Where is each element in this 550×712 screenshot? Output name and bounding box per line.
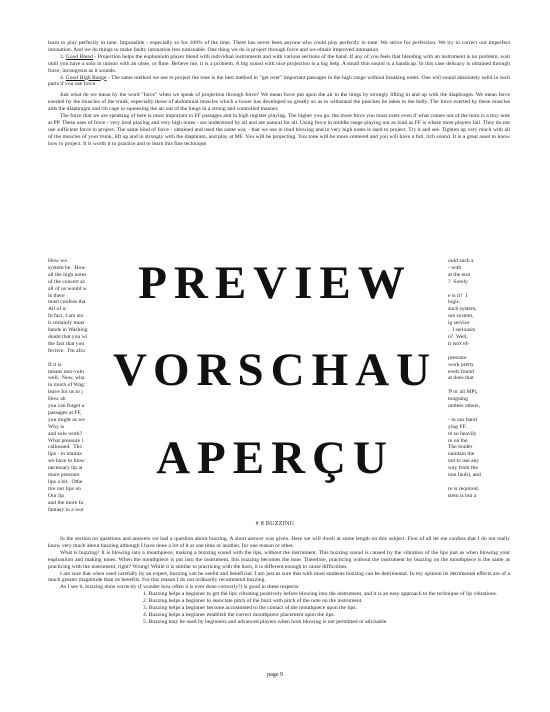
text-fragment-line: non fault), and [448, 472, 481, 479]
list-item: 1. Buzzing helps a beginner to get the lips vibrating positively before blowing into the instrument, and it is an easy approach to the technique of lip vibrations. [143, 591, 498, 598]
text-fragment-line: bands in Washing [48, 327, 88, 334]
text-fragment-line: - with [448, 264, 462, 271]
text-fragment-line: Our lip [48, 492, 65, 499]
text-fragment-line: necessary lip ai [48, 465, 83, 472]
page-number: page 9 [267, 672, 283, 678]
list-item: 3. Buzzing helps a beginner become accustomed to the contact of the mouthpiece upon the lips. [143, 605, 357, 612]
list-item: 4. Buzzing helps a beginner establish the correct mouthpiece placement upon the lips. [143, 611, 335, 618]
text-fragment-line: tonguing [448, 396, 468, 403]
text-fragment-line: . I seriously [448, 327, 476, 334]
item-heading-good-high-range: Good High Range [65, 74, 107, 81]
item-body-good-blend: - Projection helps the euphonium player blend with individual instruments and with various sections of the band. If any of you feels that blending with an instrument is no problem, wait until you have a solo in unison with an oboe, or flute. Believe me, it is a problem. A big sound with nice projection is a big help. A small thin sound is a handicap. In this case delicacy is obtained through force, incongrous as it sounds. [48, 53, 510, 74]
text-fragment-line: you can forget a [48, 403, 85, 410]
text-fragment-line: means non-volu [48, 368, 84, 375]
watermark-preview: PREVIEW [138, 257, 412, 309]
paragraph-what-is-buzzing: What is buzzing? It is blowing into a mouthpiece, making a buzzing sound with the lips, without the instrument. This buzzing sound is caused by the vibration of the lips just as when blowing your euphonium and making tones. When the mouthpiece is put into the instrument, this buzzing becomes the tone. Therefore, practicing without the instrument by buzzing on the mouthpiece is the same as practicing with the instrument, right? Wrong! While it is similar to practicing with the horn, it is different enough to cause difficulties. [48, 549, 510, 570]
text-fragment-line: re so heavily [448, 430, 477, 437]
text-fragment-line: n? Well, [448, 333, 468, 340]
text-fragment-line: tire our lips un [48, 485, 81, 492]
text-fragment-line: of the concert as [48, 278, 85, 285]
text-fragment-line: re on the [448, 437, 468, 444]
paragraph-force-usage: The force that we are speaking of here is most important in FF passages and in high register playing. The higher you go, the more force you must exert even if what comes out of the horn is a tiny note at PP. These uses of force - very loud playing and very high notes - are understood by all and are natural for all. Using force in middle range playing not as loud as FF is where most players fail. They do not use sufficient force to project. The same kind of force - obtained and used the same way - that we use in loud blowing and in very high notes is used to project. Try it and see. Tighten up very much with all of the muscles of your trunk, lift up and in strongly with the diaphram, and play at MF. You will be projecting. You tone will be more centered and you will have a full, rich sound. It is a great asset to know how to project. It is worth it to practice and to learn this fine technique. [48, 113, 510, 147]
paragraph-force-definition: Just what do we mean by the word "force" when we speak of projection through force? We mean force put upon the air in the lungs by strongly lifting in and up with the diaphragm. We mean force exerted by the muscles of the trunk, especially those of abdominal muscles which a boxer has developed so greatly so as to withstand the punches he takes to the belly. The force exerted by these muscles aids the diaphragm and rib cage in squeezing the air out of the lungs in a strong and controlled manner. [48, 92, 510, 113]
text-fragment-line: The louder [448, 444, 473, 451]
paragraph-good-high-range [48, 75, 510, 89]
item-number: 4. [60, 74, 66, 81]
text-fragment-line: it isn't ef- [448, 340, 470, 347]
text-fragment-line: at the end [448, 271, 470, 278]
text-fragment-line: the fact that you [48, 340, 85, 347]
text-fragment-line: lips - to mainta [48, 451, 82, 458]
text-fragment-line: stem is but a [448, 492, 477, 499]
text-fragment-line: in much of Wag: [48, 382, 86, 389]
text-fragment-line: all of us would w [48, 285, 87, 292]
paragraph-good-blend [48, 54, 510, 75]
text-fragment-line: How ab [48, 396, 66, 403]
text-fragment-line: What pressure l [48, 437, 84, 444]
text-fragment-line: at does that [448, 375, 474, 382]
text-fragment-line: you might as we [48, 416, 85, 423]
text-fragment-line: - in our band [448, 416, 477, 423]
text-fragment-line: it certainly must [48, 320, 85, 327]
paragraph-buzzing-opinion: I am sure that when used carefully by an expert, buzzing can be useful and beneficial. I am just as sure that with most students buzzing can be detrimental. In my opinion its detrimental effects are of a much greater magnitude than its benefits. For this reason I do not ordinarily recommend buzzing. [48, 570, 510, 584]
text-fragment-line: ould such a [448, 258, 474, 264]
text-fragment-line: work pretty [448, 361, 474, 368]
list-item: 2. Buzzing helps a beginner to associate pitch of the buzz with pitch of the note on the instrument. [143, 598, 363, 605]
text-fragment-line: evels found [448, 368, 474, 375]
text-fragment-line: logic. [448, 299, 461, 306]
text-fragment-line: fantasy to a wor [48, 506, 84, 513]
text-fragment-line: ying FF. [448, 423, 467, 430]
text-fragment-line: calloused. Thi: [48, 444, 83, 451]
text-fragment-line: 'P or all MP), [448, 389, 478, 396]
watermark-vorschau: VORSCHAU [112, 344, 438, 396]
text-fragment-line: naintain the [448, 451, 475, 458]
text-fragment-line: If it is [48, 361, 62, 368]
text-fragment-line: re is required, [448, 485, 479, 492]
text-fragment-line: not to use any [448, 458, 480, 465]
text-fragment-line [448, 410, 514, 417]
text-fragment-line: and the more fa [48, 499, 83, 506]
text-fragment-line: All of u: [48, 306, 67, 313]
text-fragment-line: and solo work? [48, 430, 83, 437]
text-fragment-line: such system, [448, 306, 477, 313]
text-fragment-line: well. Now, wha [48, 375, 85, 382]
text-fragment-line: ? Surely [448, 278, 468, 285]
text-fragment-line: we have to blow [48, 458, 85, 465]
text-fragment-line: In fact, I am sur [48, 313, 84, 320]
item-body-good-high-range: - The same method we use to project the tone is the best method to "get over" important passages in the high range without breaking notes. One will sound absolutely solid in such parts if you use force. [48, 74, 510, 88]
text-fragment-line: way from the [448, 465, 478, 472]
text-fragment-line: ontless others, [448, 403, 481, 410]
text-fragment-line: e is it? I [448, 292, 468, 299]
text-fragment-line: system be. How [48, 264, 86, 271]
section-heading: # 8 BUZZING [255, 521, 295, 527]
text-fragment-line: passages at FF, [48, 409, 82, 416]
paragraph-intonation: learn to play perfectly in tune. Impossible - especially so for 100% of the time. There has never been anyone who could play perfectly in tune. We strive for perfection. We try to correct our imperfect intonation. And we do things to make faulty intonation less noticeable. One thing we do is project through force and we obtain improved intonation. [48, 40, 510, 53]
bottom-text-block [48, 536, 510, 626]
paragraph-buzzing-intro: In the section on questions and answers we had a question about buzzing. A short answer was given. Here we will dwell at some length on this subject. First of all let me confess that I do not really know very much about buzzing although I have done a lot of it at one time or another, for one reason or other. [48, 536, 510, 549]
watermark-apercu: APERÇU [156, 432, 394, 484]
text-fragment-line: lips a bit. Othe [48, 479, 83, 485]
top-text-block [48, 40, 510, 148]
text-fragment-line: Is there [48, 292, 65, 299]
text-fragment-line: ure system, [448, 313, 474, 320]
text-fragment-line: fective. I'm afra [48, 347, 85, 354]
text-fragment-line: must confess tha [48, 299, 86, 306]
item-number: 3. [60, 53, 66, 60]
text-fragment-line: doubt that you wi [48, 333, 88, 340]
text-fragment-line: ig service [448, 320, 470, 327]
text-fragment-line: pressure [448, 354, 467, 361]
text-fragment-line: Why is [48, 423, 65, 430]
text-fragment-line: more pressure [48, 472, 80, 479]
text-fragment-line: leave for us to j [48, 389, 83, 396]
list-item: 5. Buzzing may be used by beginners and advanced players when horn blowing is not permitted or advisable. [143, 618, 388, 625]
text-fragment-line: all the high notes [48, 271, 87, 278]
item-heading-good-blend: Good Blend [65, 53, 93, 60]
paragraph-buzzing-respects: As I see it, buzzing done correctly (I wonder how often it is ever done correctly?) is good in these respects: [60, 584, 300, 591]
text-fragment-line: How wo [48, 258, 68, 264]
buzzing-benefits-list [48, 591, 510, 626]
